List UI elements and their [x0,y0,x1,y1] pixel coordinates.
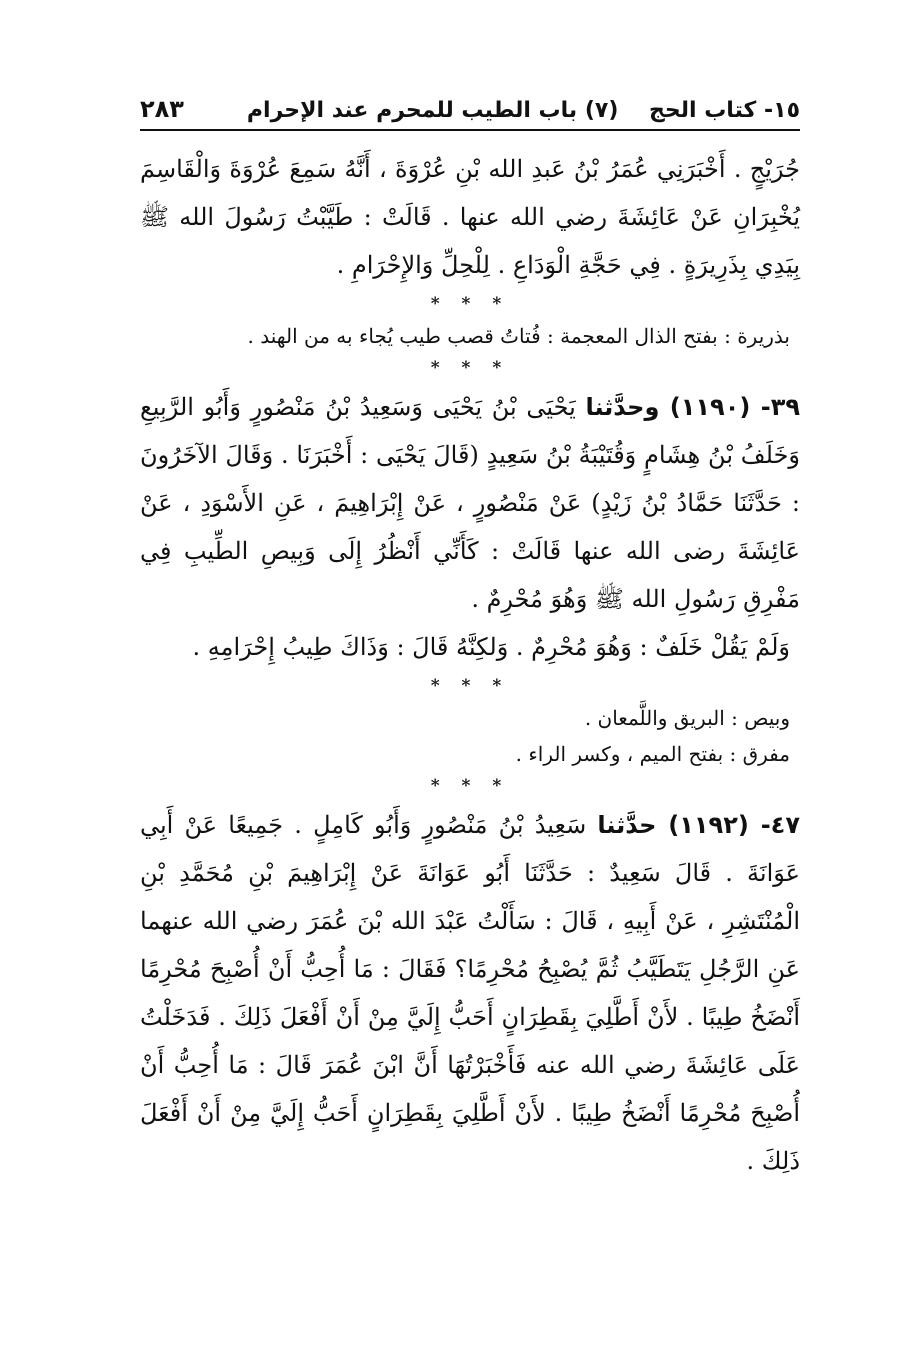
page-header [140,95,800,131]
separator-1: * * * [430,294,510,314]
header-titles [247,98,800,123]
chapter-title: (٧) باب الطيب للمحرم عند الإحرام [246,98,619,123]
footnote-dhariirah: بذريرة : بفتح الذال المعجمة : فُتاتُ قصب طيب يُجاء به من الهند . [247,324,790,348]
hadith-39-text: يَحْيَى بْنُ يَحْيَى وَسَعِيدُ بْنُ مَنْصُورٍ وَأَبُو الرَّبِيعِ وَخَلَفُ بْنُ هِشَامٍ وَقُتَيْبَةُ بْنُ سَعِيدٍ (قَالَ يَحْيَى : أَخْبَرَنَا . وَقَالَ الآخَرُونَ : حَدَّثَنَا حَمَّادُ بْنُ زَيْدٍ) عَنْ مَنْصُورٍ ، عَنْ إِبْرَاهِيمَ ، عَنِ الأَسْوَدِ ، عَنْ عَائِشَةَ رضى الله عنها قَالَتْ : كَأَنِّي أَنْظُرُ إِلَى وَبِيصِ الطِّيبِ فِي مَفْرِقِ رَسُولِ الله ﷺ وَهُوَ مُحْرِمٌ . [140,393,800,613]
book-title: ١٥- كتاب الحج [649,98,800,123]
hadith-continuation-text: جُرَيْجٍ . أَخْبَرَنِي عُمَرُ بْنُ عَبدِ الله بْنِ عُرْوَةَ ، أَنَّهُ سَمِعَ عُرْوَةَ وَالْقَاسِمَ يُخْبِرَانِ عَنْ عَائِشَةَ رضي الله عنها . قَالَتْ : طَيَّبْتُ رَسُولَ الله ﷺ بِيَدِي بِذَرِيرَةٍ . فِي حَجَّةِ الْوَدَاعِ . لِلْحِلِّ وَالإِحْرَامِ . [140,155,800,279]
hadith-39 [140,383,800,623]
book-page [140,95,800,1185]
page-number: ٢٨٣ [140,95,184,123]
hadith-39-number: ٣٩- (١١٩٠) وحدَّثنا [585,393,800,421]
separator-3: * * * [430,676,510,696]
separator-4: * * * [430,776,510,796]
hadith-47 [140,801,800,1185]
footnote-wabiis: وبيص : البريق واللَّمعان . [584,706,790,730]
separator-2: * * * [430,358,510,378]
hadith-39-continuation: وَلَمْ يَقُلْ خَلَفٌ : وَهُوَ مُحْرِمٌ . وَلكِنَّهُ قَالَ : وَذَاكَ طِيبُ إِحْرَامِهِ . [192,633,790,661]
footnote-mafriq: مفرق : بفتح الميم ، وكسر الراء . [515,742,790,766]
hadith-47-number: ٤٧- (١١٩٢) حدَّثنا [597,811,800,839]
hadith-47-text: سَعِيدُ بْنُ مَنْصُورٍ وَأَبُو كَامِلٍ . جَمِيعًا عَنْ أَبِي عَوَانَةَ . قَالَ سَعِيدٌ : حَدَّثَنَا أَبُو عَوَانَةَ عَنْ إِبْرَاهِيمَ بْنِ مُحَمَّدِ بْنِ الْمُنْتَشِرِ ، عَنْ أَبِيهِ ، قَالَ : سَأَلْتُ عَبْدَ الله بْنَ عُمَرَ رضي الله عنهما عَنِ الرَّجُلِ يَتَطَيَّبُ ثُمَّ يُصْبِحُ مُحْرِمًا؟ فَقَالَ : مَا أُحِبُّ أَنْ أُصْبِحَ مُحْرِمًا أَنْضَخُ طِيبًا . لأَنْ أَطَّلِيَ بِقَطِرَانٍ أَحَبُّ إِلَيَّ مِنْ أَنْ أَفْعَلَ ذَلِكَ . فَدَخَلْتُ عَلَى عَائِشَةَ رضي الله عنه فَأَخْبَرْتُهَا أَنَّ ابْنَ عُمَرَ قَالَ : مَا أُحِبُّ أَنْ أُصْبِحَ مُحْرِمًا أَنْضَخُ طِيبًا . لأَنْ أَطَّلِيَ بِقَطِرَانٍ أَحَبُّ إِلَيَّ مِنْ أَنْ أَفْعَلَ ذَلِكَ . [140,811,800,1175]
